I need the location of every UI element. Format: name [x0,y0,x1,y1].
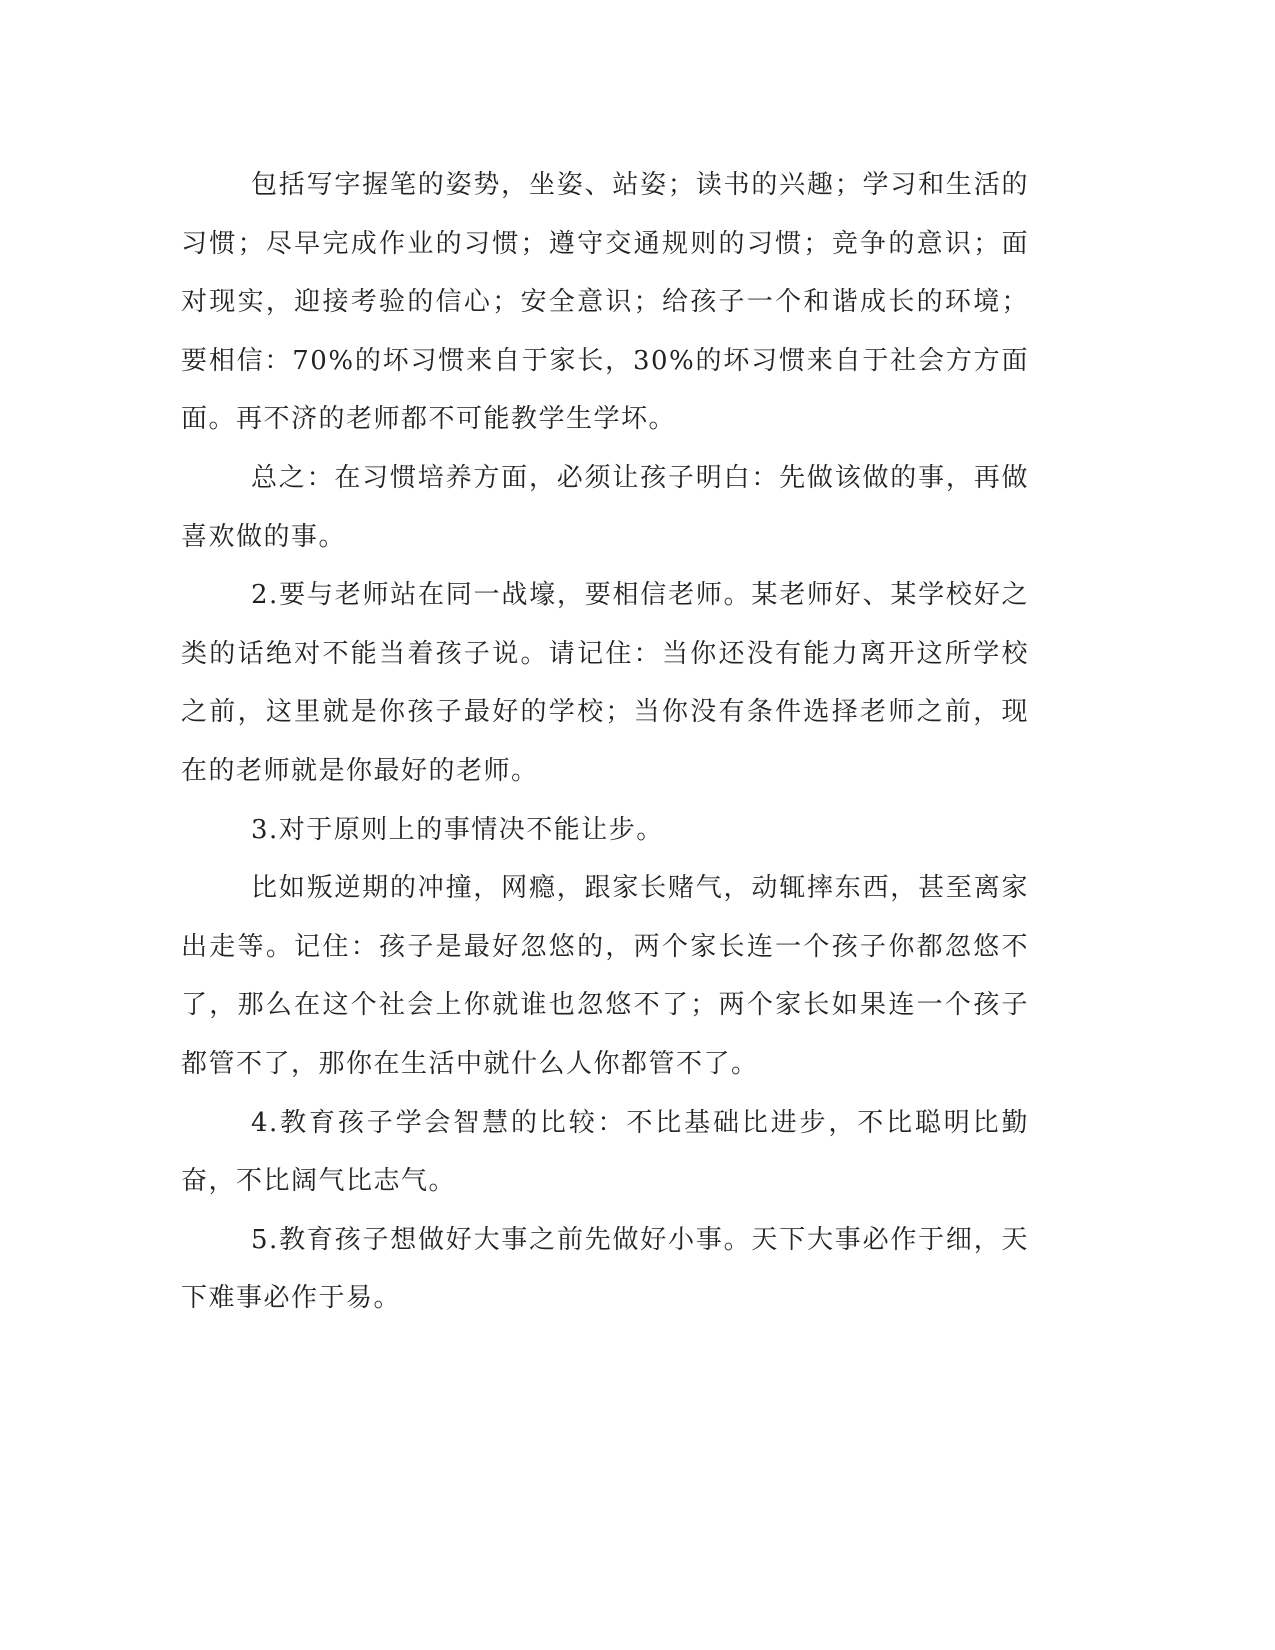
paragraph-point-3: 3.对于原则上的事情决不能让步。 [251,814,664,845]
paragraph-point-4: 4.教育孩子学会智慧的比较：不比基础比进步，不比聪明比勤奋，不比阔气比志气。 [181,1107,1029,1197]
paragraph-summary: 总之：在习惯培养方面，必须让孩子明白：先做该做的事，再做喜欢做的事。 [181,462,1029,552]
document-body [181,156,1029,1328]
paragraph-point-2: 2.要与老师站在同一战壕，要相信老师。某老师好、某学校好之类的话绝对不能当着孩子说。请记住：当你还没有能力离开这所学校之前，这里就是你孩子最好的学校；当你没有条件选择老师之前，现在的老师就是你最好的老师。 [181,580,1029,786]
paragraph-habits-list: 包括写字握笔的姿势，坐姿、站姿；读书的兴趣；学习和生活的习惯；尽早完成作业的习惯；遵守交通规则的习惯；竞争的意识；面对现实，迎接考验的信心；安全意识；给孩子一个和谐成长的环境；要相信：70%的坏习惯来自于家长，30%的坏习惯来自于社会方方面面。再不济的老师都不可能教学生学坏。 [181,170,1029,435]
paragraph-point-3-examples: 比如叛逆期的冲撞，网瘾，跟家长赌气，动辄摔东西，甚至离家出走等。记住：孩子是最好忽悠的，两个家长连一个孩子你都忽悠不了，那么在这个社会上你就谁也忽悠不了；两个家长如果连一个孩子都管不了，那你在生活中就什么人你都管不了。 [181,873,1029,1079]
paragraph-point-5: 5.教育孩子想做好大事之前先做好小事。天下大事必作于细，天下难事必作于易。 [181,1224,1029,1314]
